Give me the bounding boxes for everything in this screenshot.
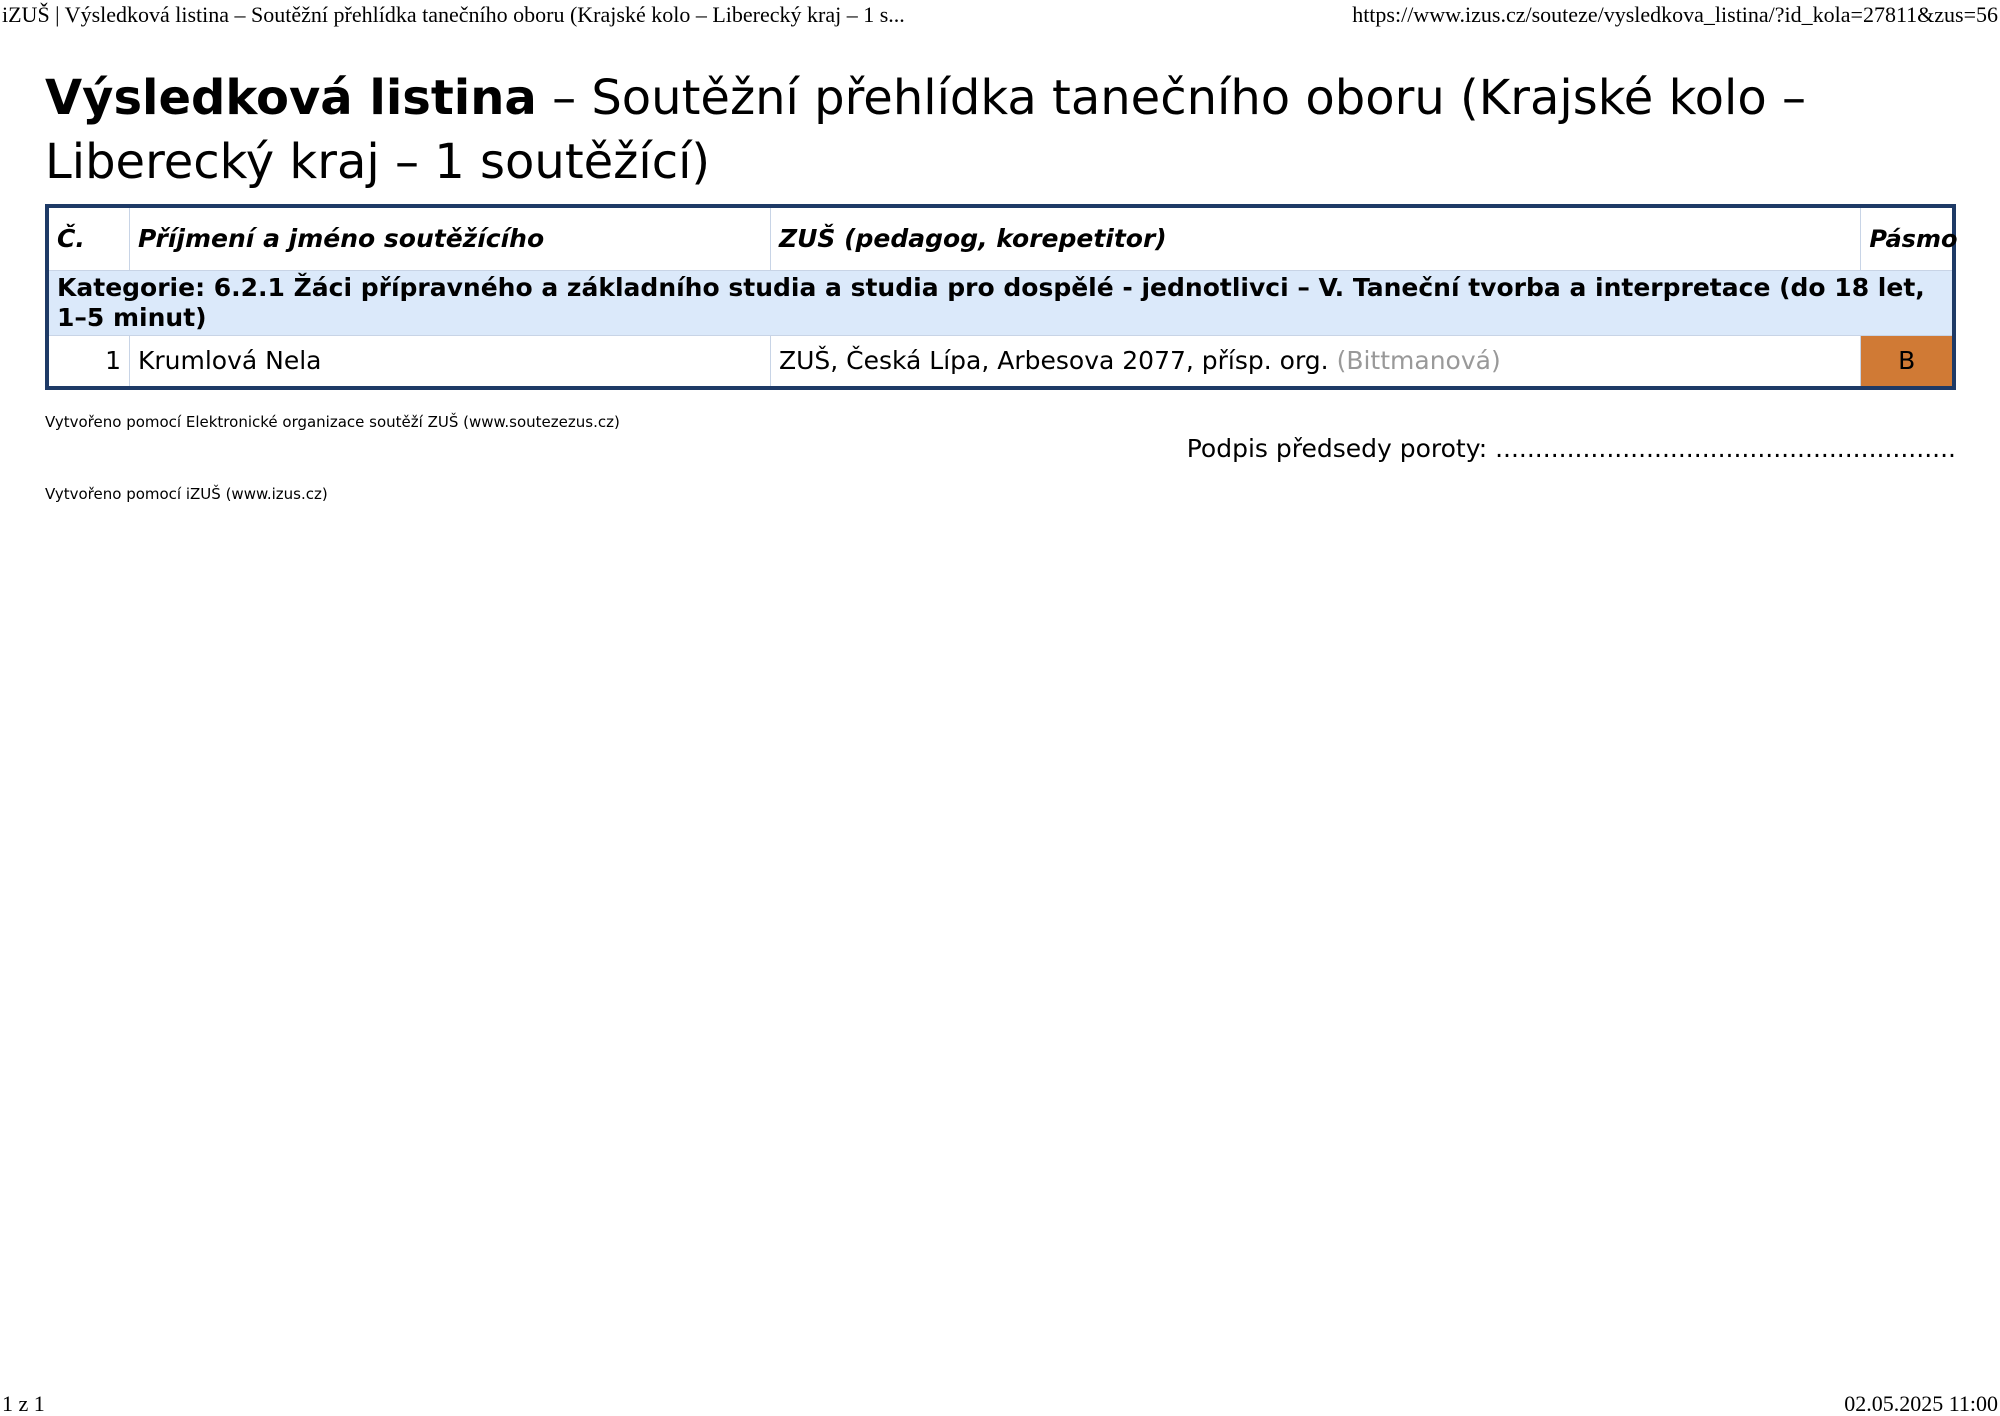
print-footer-page: 1 z 1 <box>2 1391 45 1416</box>
column-header-band: Pásmo <box>1861 206 1954 271</box>
page-title-subtitle: – Soutěžní přehlídka tanečního oboru (Krajské kolo – Liberecký kraj – 1 soutěžící) <box>45 70 1806 190</box>
column-header-school: ZUŠ (pedagog, korepetitor) <box>770 206 1860 271</box>
teacher-name: (Bittmanová) <box>1336 346 1501 375</box>
column-header-number: Č. <box>47 206 129 271</box>
print-header-title: iZUŠ | Výsledková listina – Soutěžní přehlídka tanečního oboru (Krajské kolo – Liberecký kraj – 1 s... <box>2 2 905 27</box>
credit-izus: Vytvořeno pomocí iZUŠ (www.izus.cz) <box>45 485 328 503</box>
table-header-row <box>47 206 1954 271</box>
category-label: Kategorie: 6.2.1 Žáci přípravného a základního studia a studia pro dospělé - jednotlivci – V. Taneční tvorba a interpretace (do 18 let, 1–5 minut) <box>47 271 1954 336</box>
cell-name: Krumlová Nela <box>129 336 770 389</box>
column-header-name: Příjmení a jméno soutěžícího <box>129 206 770 271</box>
jury-chair-signature: Podpis předsedy poroty: .......................................................... <box>1186 434 1956 463</box>
cell-band: B <box>1861 336 1954 389</box>
page-title <box>45 66 1956 194</box>
print-footer-datetime: 02.05.2025 11:00 <box>1844 1391 1998 1416</box>
category-row <box>47 271 1954 336</box>
school-name: ZUŠ, Česká Lípa, Arbesova 2077, přísp. org. <box>778 346 1329 375</box>
print-header-url: https://www.izus.cz/souteze/vysledkova_listina/?id_kola=27811&zus=56 <box>1352 2 1998 27</box>
credit-soutezezus: Vytvořeno pomocí Elektronické organizace soutěží ZUŠ (www.soutezezus.cz) <box>45 413 620 431</box>
table-row <box>47 336 1954 389</box>
document-content <box>45 66 1956 504</box>
cell-number: 1 <box>47 336 129 389</box>
results-table <box>45 204 1956 390</box>
cell-school <box>770 336 1860 389</box>
page-title-main: Výsledková listina <box>45 70 537 126</box>
